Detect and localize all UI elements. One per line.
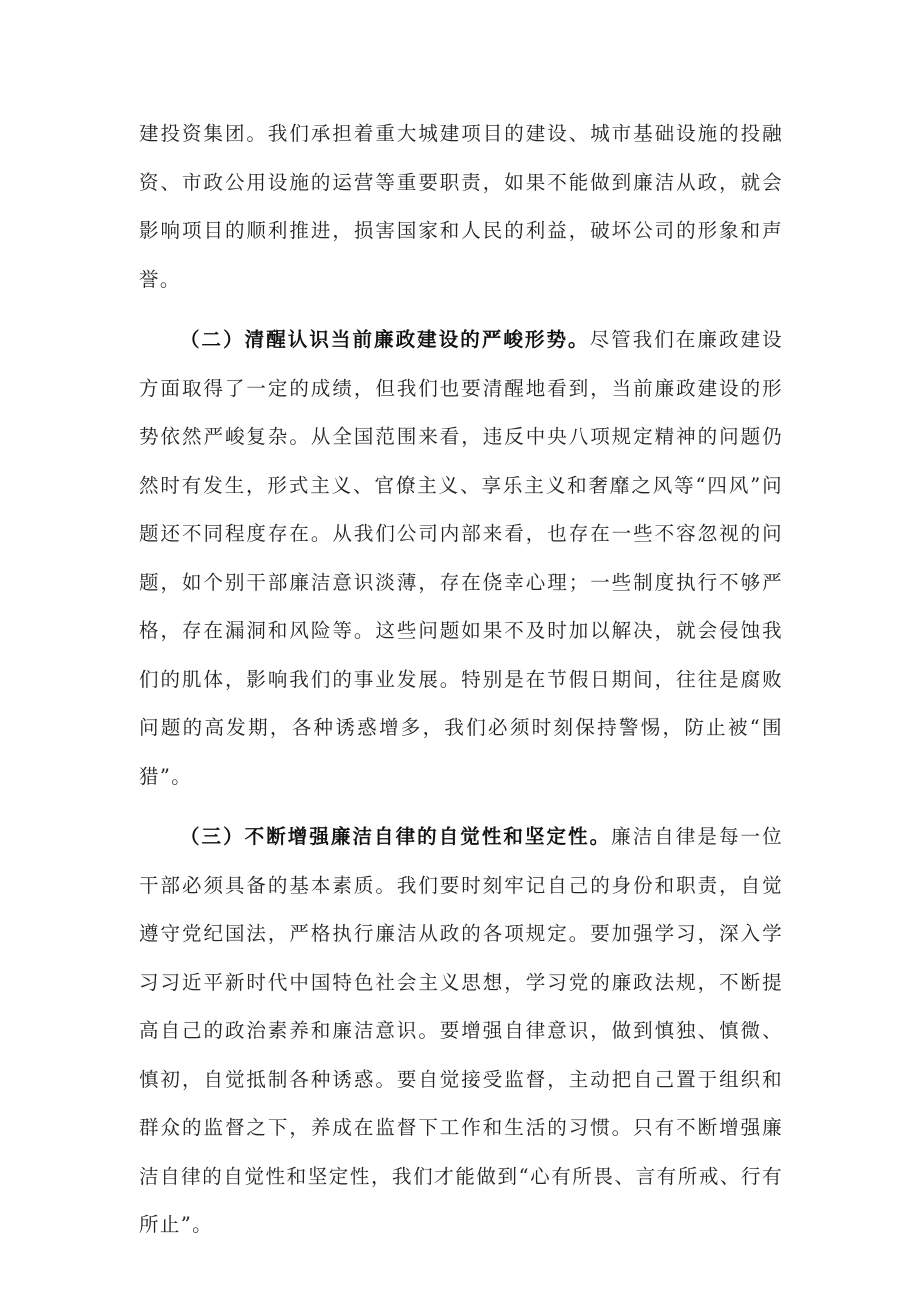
paragraph-continuation: [139, 110, 783, 304]
section-heading: （三）不断增强廉洁自律的自觉性和坚定性。: [180, 825, 612, 848]
paragraph-section-2: [139, 316, 783, 801]
section-heading: （二）清醒认识当前廉政建设的严峻形势。: [180, 328, 590, 351]
document-body: [139, 110, 783, 1250]
paragraph-text: 尽管我们在廉政建设方面取得了一定的成绩，但我们也要清醒地看到，当前廉政建设的形势依然严峻复杂。从全国范围来看，违反中央八项规定精神的问题仍然时有发生，形式主义、官僚主义、享乐主义和奢靡之风等“四风”问题还不同程度存在。从我们公司内部来看，也存在一些不容忽视的问题，如个别干部廉洁意识淡薄，存在侥幸心理；一些制度执行不够严格，存在漏洞和风险等。这些问题如果不及时加以解决，就会侵蚀我们的肌体，影响我们的事业发展。特别是在节假日期间，往往是腐败问题的高发期，各种诱惑增多，我们必须时刻保持警惕，防止被“围猎”。: [139, 328, 783, 788]
paragraph-text: 廉洁自律是每一位干部必须具备的基本素质。我们要时刻牢记自己的身份和职责，自觉遵守党纪国法，严格执行廉洁从政的各项规定。要加强学习，深入学习习近平新时代中国特色社会主义思想，学习党的廉政法规，不断提高自己的政治素养和廉洁意识。要增强自律意识，做到慎独、慎微、慎初，自觉抵制各种诱惑。要自觉接受监督，主动把自己置于组织和群众的监督之下，养成在监督下工作和生活的习惯。只有不断增强廉洁自律的自觉性和坚定性，我们才能做到“心有所畏、言有所戒、行有所止”。: [139, 825, 783, 1236]
paragraph-section-3: [139, 813, 783, 1250]
paragraph-text: 建投资集团。我们承担着重大城建项目的建设、城市基础设施的投融资、市政公用设施的运营等重要职责，如果不能做到廉洁从政，就会影响项目的顺利推进，损害国家和人民的利益，破坏公司的形象和声誉。: [139, 122, 783, 291]
